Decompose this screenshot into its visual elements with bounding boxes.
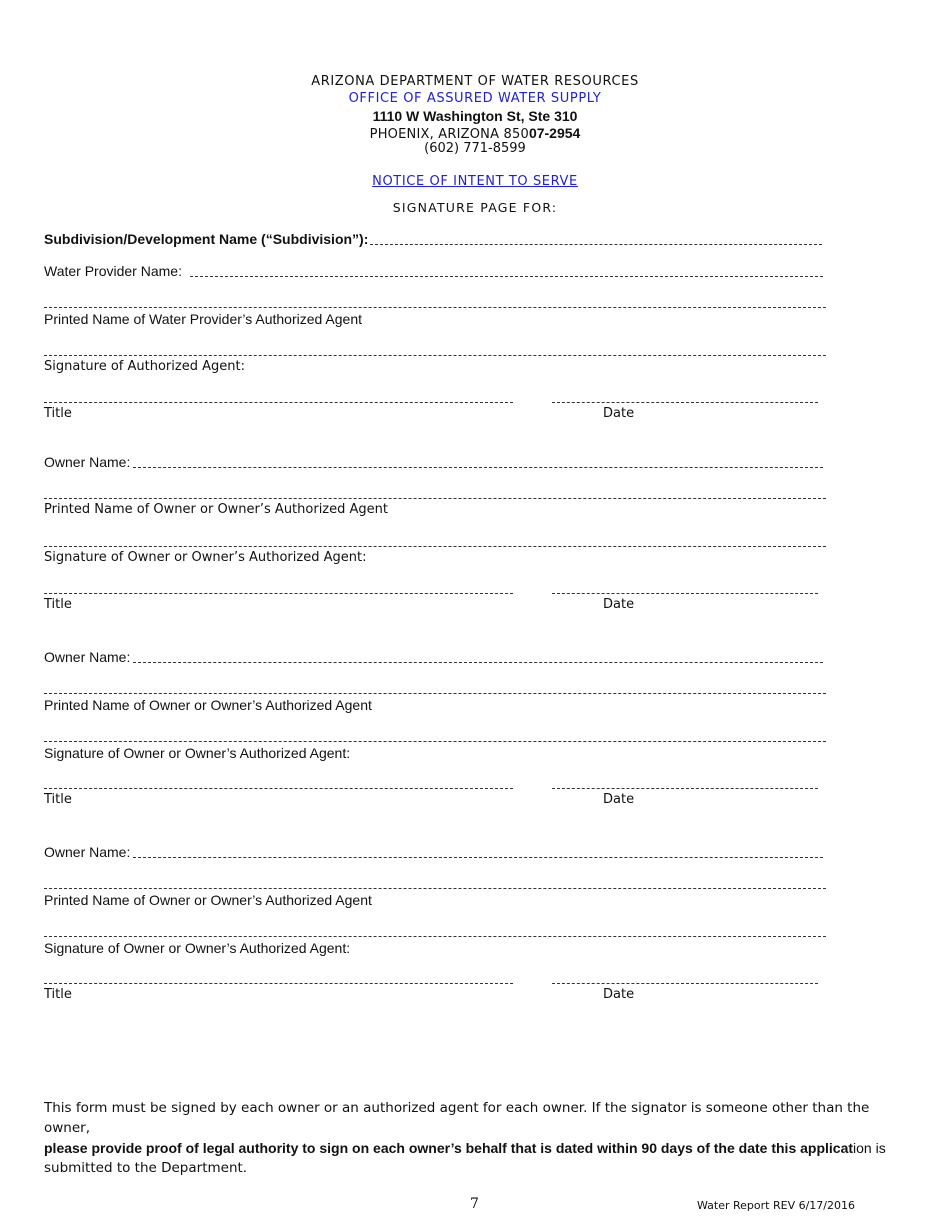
- owner-1-printed-name-field[interactable]: [44, 498, 826, 499]
- owner-2-signature-label: Signature of Owner or Owner’s Authorized Agent:: [44, 745, 351, 761]
- owner-3-title-label: Title: [44, 987, 72, 1002]
- instructions-line-2: [44, 1138, 914, 1158]
- owner-2-printed-name-label: Printed Name of Owner or Owner’s Authorized Agent: [44, 697, 372, 713]
- instructions-line-2-rest: ion is: [853, 1140, 886, 1156]
- provider-date-field[interactable]: [552, 402, 818, 403]
- provider-title-field[interactable]: [44, 402, 513, 403]
- provider-signature-label: Signature of Authorized Agent:: [44, 359, 245, 374]
- owner-3-signature-field[interactable]: [44, 936, 826, 937]
- owner-1-printed-name-label: Printed Name of Owner or Owner’s Authorized Agent: [44, 502, 388, 517]
- city-address-zip: 07-2954: [528, 125, 581, 141]
- owner-2-printed-name-field[interactable]: [44, 693, 826, 694]
- instructions-note: [44, 1098, 914, 1178]
- provider-signature-field[interactable]: [44, 355, 826, 356]
- owner-1-signature-field[interactable]: [44, 546, 826, 547]
- owner-1-title-field[interactable]: [44, 593, 513, 594]
- owner-2-name-label: Owner Name:: [44, 649, 131, 665]
- owner-1-date-field[interactable]: [552, 593, 818, 594]
- subdivision-label: Subdivision/Development Name (“Subdivision”):: [44, 231, 369, 247]
- owner-3-signature-label: Signature of Owner or Owner’s Authorized Agent:: [44, 940, 351, 956]
- owner-2-date-field[interactable]: [552, 788, 818, 789]
- owner-1-signature-label: Signature of Owner or Owner’s Authorized Agent:: [44, 550, 367, 565]
- provider-title-label: Title: [44, 406, 72, 421]
- owner-2-signature-field[interactable]: [44, 741, 826, 742]
- owner-3-printed-name-label: Printed Name of Owner or Owner’s Authorized Agent: [44, 892, 372, 908]
- instructions-line-1: This form must be signed by each owner or an authorized agent for each owner. If the signator is someone other than the owner,: [44, 1100, 870, 1136]
- instructions-bold-text: please provide proof of legal authority to sign on each owner’s behalf that is dated within 90 days of the date this applicat: [44, 1140, 854, 1156]
- owner-1-name-field[interactable]: [133, 467, 823, 468]
- city-address-prefix: PHOENIX, ARIZONA 850: [369, 127, 529, 142]
- provider-printed-name-label: Printed Name of Water Provider’s Authorized Agent: [44, 311, 363, 327]
- owner-2-title-field[interactable]: [44, 788, 513, 789]
- owner-2-date-label: Date: [603, 792, 635, 807]
- office-heading: OFFICE OF ASSURED WATER SUPPLY: [348, 91, 602, 106]
- owner-3-date-label: Date: [603, 987, 635, 1002]
- owner-1-name-label: Owner Name:: [44, 454, 131, 470]
- revision-label: Water Report REV 6/17/2016: [697, 1199, 855, 1212]
- owner-1-title-label: Title: [44, 597, 72, 612]
- signature-page-heading: SIGNATURE PAGE FOR:: [392, 200, 558, 215]
- phone-number: (602) 771-8599: [424, 141, 526, 156]
- owner-1-date-label: Date: [603, 597, 635, 612]
- owner-2-title-label: Title: [44, 792, 72, 807]
- owner-2-name-field[interactable]: [133, 662, 823, 663]
- page-number: 7: [470, 1196, 479, 1212]
- street-address: 1110 W Washington St, Ste 310: [372, 108, 578, 124]
- owner-3-printed-name-field[interactable]: [44, 888, 826, 889]
- water-provider-name-field[interactable]: [190, 276, 823, 277]
- subdivision-field[interactable]: [370, 244, 822, 245]
- water-provider-name-label: Water Provider Name:: [44, 263, 182, 279]
- owner-3-date-field[interactable]: [552, 983, 818, 984]
- notice-of-intent-link[interactable]: NOTICE OF INTENT TO SERVE: [372, 174, 578, 189]
- instructions-line-3: submitted to the Department.: [44, 1160, 248, 1176]
- owner-3-title-field[interactable]: [44, 983, 513, 984]
- provider-printed-name-field[interactable]: [44, 307, 826, 308]
- department-heading: ARIZONA DEPARTMENT OF WATER RESOURCES: [311, 74, 639, 89]
- owner-3-name-field[interactable]: [133, 857, 823, 858]
- owner-3-name-label: Owner Name:: [44, 844, 131, 860]
- provider-date-label: Date: [603, 406, 635, 421]
